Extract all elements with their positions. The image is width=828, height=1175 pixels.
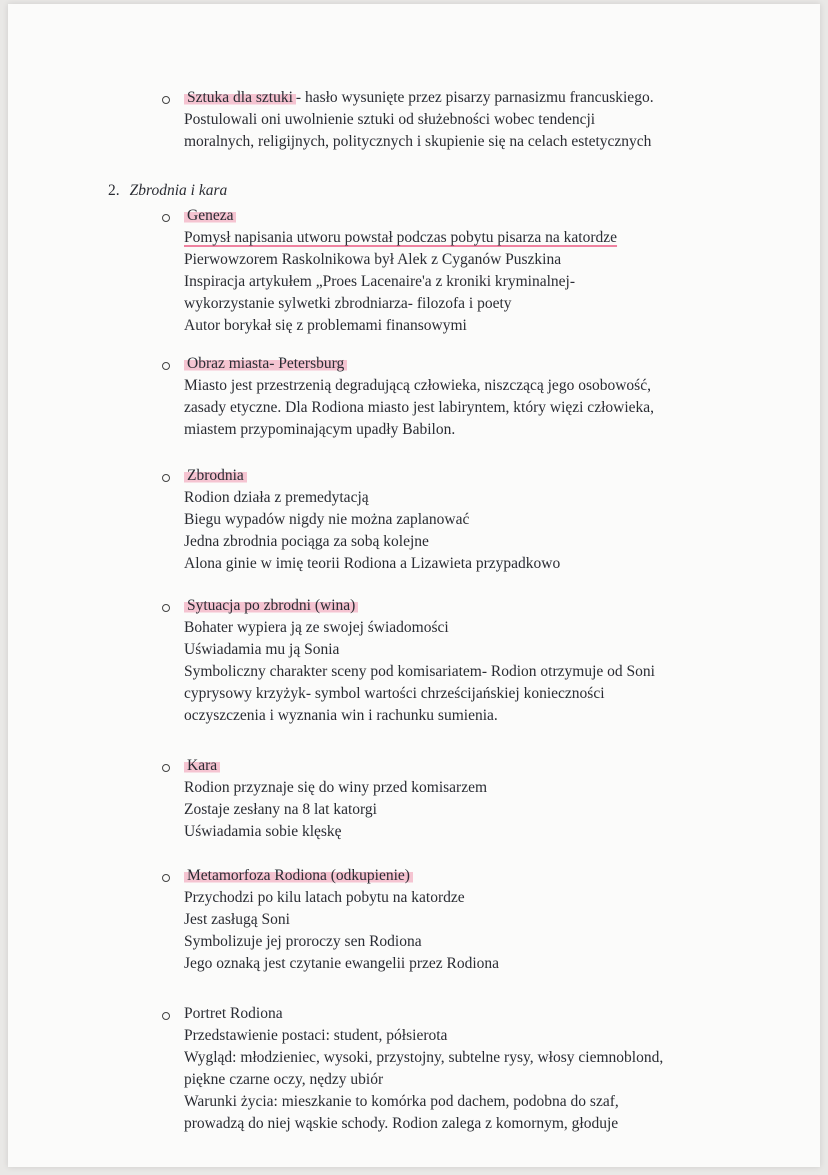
block-line: Warunki życia: mieszkanie to komórka pod dachem, podobna do szaf,: [184, 1093, 619, 1110]
section-title: [108, 182, 227, 200]
block-line: Zostaje zesłany na 8 lat katorgi: [184, 801, 377, 818]
bullet-icon: [162, 96, 170, 104]
block-heading: Sytuacja po zbrodni (wina): [184, 596, 358, 616]
block-line: Symboliczny charakter sceny pod komisariatem- Rodion otrzymuje od Soni: [184, 663, 655, 680]
intro-rest: - hasło wysunięte przez pisarzy parnasizmu francuskiego.: [295, 89, 654, 106]
block-heading: Zbrodnia: [184, 466, 247, 486]
block-line: Uświadamia sobie klęskę: [184, 823, 342, 840]
block-line: Alona ginie w imię teorii Rodiona a Lizawieta przypadkowo: [184, 555, 561, 572]
block-line: Wygląd: młodzieniec, wysoki, przystojny, subtelne rysy, włosy ciemnoblond,: [184, 1049, 664, 1066]
block-line: Bohater wypiera ją ze swojej świadomości: [184, 619, 449, 636]
block-line: Pierwowzorem Raskolnikowa był Alek z Cyganów Puszkina: [184, 251, 562, 268]
block-heading: Geneza: [184, 206, 236, 226]
block-line: Symbolizuje jej proroczy sen Rodiona: [184, 933, 422, 950]
block-line: Rodion działa z premedytacją: [184, 489, 369, 506]
bullet-icon: [162, 874, 170, 882]
block-line: oczyszczenia i wyznania win i rachunku sumienia.: [184, 707, 498, 724]
block-line: Rodion przyznaje się do winy przed komisarzem: [184, 779, 488, 796]
block-heading: Obraz miasta- Petersburg: [184, 354, 347, 374]
block-line: Inspiracja artykułem „Proes Lacenaire'a z kroniki kryminalnej-: [184, 273, 575, 290]
section-number: 2.: [108, 182, 120, 199]
block-line: Jedna zbrodnia pociąga za sobą kolejne: [184, 533, 429, 550]
intro-line-2: Postulowali oni uwolnienie sztuki od służebności wobec tendencji: [184, 111, 596, 128]
block-line: Uświadamia mu ją Sonia: [184, 641, 340, 658]
block-line: zasady etyczne. Dla Rodiona miasto jest labiryntem, który więzi człowieka,: [184, 399, 655, 416]
block-line: Jego oznaką jest czytanie ewangelii przez Rodiona: [184, 955, 500, 972]
block-line: miastem przypominającym upadły Babilon.: [184, 421, 456, 438]
bullet-icon: [162, 1012, 170, 1020]
block-line: Jest zasługą Soni: [184, 911, 290, 928]
document-page: [8, 4, 820, 1167]
block-heading: Portret Rodiona: [184, 1005, 283, 1022]
block-line: cyprysowy krzyżyk- symbol wartości chrześcijańskiej konieczności: [184, 685, 605, 702]
bullet-icon: [162, 214, 170, 222]
intro-line-3: moralnych, religijnych, politycznych i skupienie się na celach estetycznych: [184, 133, 652, 150]
bullet-icon: [162, 604, 170, 612]
block-line: Miasto jest przestrzenią degradującą człowieka, niszczącą jego osobowość,: [184, 377, 651, 394]
block-line: Biegu wypadów nigdy nie można zaplanować: [184, 511, 470, 528]
block-line: wykorzystanie sylwetki zbrodniarza- filozofa i poety: [184, 295, 512, 312]
block-heading: Kara: [184, 756, 220, 776]
block-line: Przedstawienie postaci: student, półsierota: [184, 1027, 448, 1044]
block-heading: Metamorfoza Rodiona (odkupienie): [184, 866, 413, 886]
bullet-icon: [162, 362, 170, 370]
block-line: Przychodzi po kilu latach pobytu na katordze: [184, 889, 465, 906]
intro-line-1: [184, 88, 654, 108]
block-line: piękne czarne oczy, nędzy ubiór: [184, 1071, 384, 1088]
intro-term: Sztuka dla sztuki: [184, 89, 296, 106]
section-title-text: Zbrodnia i kara: [129, 182, 228, 199]
block-line: Autor borykał się z problemami finansowymi: [184, 317, 467, 334]
block-line: Pomysł napisania utworu powstał podczas pobytu pisarza na katordze: [184, 229, 618, 246]
bullet-icon: [162, 764, 170, 772]
bullet-icon: [162, 474, 170, 482]
block-line: prowadzą do niej wąskie schody. Rodion zalega z komornym, głoduje: [184, 1115, 619, 1132]
